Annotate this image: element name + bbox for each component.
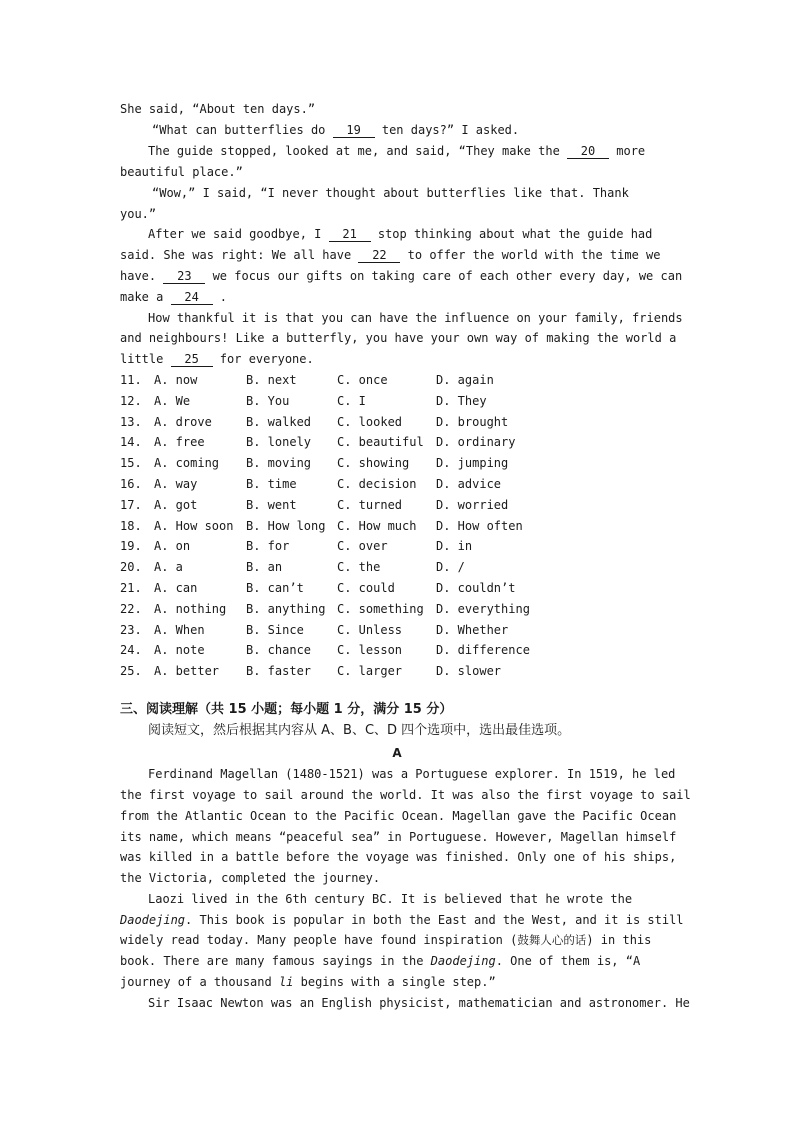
question-number: 21. [120, 581, 142, 595]
question-number: 17. [120, 498, 142, 512]
option-a: A. now [154, 373, 198, 387]
passage-line: have. 23 we focus our gifts on taking care of each other every day, we can [120, 269, 683, 283]
option-a: A. a [154, 560, 183, 574]
passage-line: little 25 for everyone. [120, 352, 314, 366]
option-b: B. chance [246, 643, 312, 657]
option-d: D. advice [436, 477, 502, 491]
option-d: D. jumping [436, 456, 509, 470]
option-d: D. worried [436, 498, 509, 512]
reading-line: Daodejing. This book is popular in both the East and the West, and it is still [120, 913, 684, 927]
option-a: A. When [154, 623, 205, 637]
option-c: C. turned [337, 498, 403, 512]
option-b: B. You [246, 394, 290, 408]
reading-line: from the Atlantic Ocean to the Pacific Ocean. Magellan gave the Pacific Ocean [120, 809, 677, 823]
question-number: 16. [120, 477, 142, 491]
option-b: B. next [246, 373, 297, 387]
book-title: Daodejing [430, 954, 496, 968]
option-d: D. ordinary [436, 435, 516, 449]
chinese-gloss: 鼓舞人心的话 [517, 933, 587, 947]
option-c: C. I [337, 394, 366, 408]
option-c: C. How much [337, 519, 417, 533]
option-d: D. in [436, 539, 473, 553]
question-number: 11. [120, 373, 142, 387]
option-d: D. again [436, 373, 494, 387]
question-number: 18. [120, 519, 142, 533]
option-a: A. can [154, 581, 198, 595]
blank-23: 23 [163, 269, 205, 284]
option-b: B. an [246, 560, 283, 574]
blank-19: 19 [333, 123, 375, 138]
option-d: D. Whether [436, 623, 509, 637]
option-d: D. everything [436, 602, 530, 616]
section-heading: 三、阅读理解（共 15 小题；每小题 1 分，满分 15 分） [120, 702, 453, 717]
question-number: 19. [120, 539, 142, 553]
reading-line: was killed in a battle before the voyage was finished. Only one of his ships, [120, 850, 677, 864]
option-a: A. How soon [154, 519, 234, 533]
book-title: Daodejing [120, 913, 186, 927]
option-a: A. on [154, 539, 191, 553]
option-a: A. better [154, 664, 220, 678]
blank-24: 24 [171, 290, 213, 305]
passage-line: How thankful it is that you can have the influence on your family, friends [148, 311, 683, 325]
passage-line: make a 24 . [120, 290, 228, 304]
option-c: C. something [337, 602, 424, 616]
question-number: 24. [120, 643, 142, 657]
option-c: C. once [337, 373, 388, 387]
option-a: A. got [154, 498, 198, 512]
option-b: B. anything [246, 602, 326, 616]
reading-line: its name, which means “peaceful sea” in Portuguese. However, Magellan himself [120, 830, 677, 844]
option-d: D. They [436, 394, 487, 408]
option-c: C. the [337, 560, 381, 574]
passage-line: and neighbours! Like a butterfly, you have your own way of making the world a [120, 331, 677, 345]
option-c: C. could [337, 581, 395, 595]
option-a: A. drove [154, 415, 212, 429]
option-c: C. decision [337, 477, 417, 491]
option-a: A. note [154, 643, 205, 657]
option-b: B. time [246, 477, 297, 491]
passage-line: After we said goodbye, I 21 stop thinking about what the guide had [148, 227, 653, 241]
question-number: 14. [120, 435, 142, 449]
passage-line: The guide stopped, looked at me, and said, “They make the 20 more [148, 144, 646, 158]
option-b: B. walked [246, 415, 312, 429]
reading-line: the Victoria, completed the journey. [120, 871, 381, 885]
reading-line: Ferdinand Magellan (1480-1521) was a Portuguese explorer. In 1519, he led [148, 767, 676, 781]
option-b: B. for [246, 539, 290, 553]
option-a: A. We [154, 394, 191, 408]
option-b: B. went [246, 498, 297, 512]
option-b: B. Since [246, 623, 304, 637]
option-d: D. brought [436, 415, 509, 429]
question-number: 22. [120, 602, 142, 616]
option-b: B. How long [246, 519, 326, 533]
option-c: C. showing [337, 456, 410, 470]
question-number: 13. [120, 415, 142, 429]
reading-line: the first voyage to sail around the world. It was also the first voyage to sail [120, 788, 691, 802]
option-c: C. Unless [337, 623, 403, 637]
passage-line: “Wow,” I said, “I never thought about butterflies like that. Thank [152, 186, 629, 200]
option-b: B. lonely [246, 435, 312, 449]
question-number: 12. [120, 394, 142, 408]
option-d: D. How often [436, 519, 523, 533]
option-d: D. couldn’t [436, 581, 516, 595]
reading-line: widely read today. Many people have found inspiration (鼓舞人心的话) in this [120, 933, 652, 947]
option-d: D. / [436, 560, 465, 574]
question-number: 25. [120, 664, 142, 678]
passage-line: She said, “About ten days.” [120, 102, 316, 116]
passage-line: you.” [120, 207, 157, 221]
option-b: B. faster [246, 664, 312, 678]
option-a: A. coming [154, 456, 220, 470]
option-c: C. over [337, 539, 388, 553]
option-a: A. nothing [154, 602, 227, 616]
option-c: C. larger [337, 664, 403, 678]
option-c: C. beautiful [337, 435, 424, 449]
blank-21: 21 [329, 227, 371, 242]
option-d: D. difference [436, 643, 530, 657]
option-d: D. slower [436, 664, 502, 678]
blank-22: 22 [358, 248, 400, 263]
blank-20: 20 [567, 144, 609, 159]
question-number: 15. [120, 456, 142, 470]
option-b: B. moving [246, 456, 312, 470]
reading-line: Laozi lived in the 6th century BC. It is believed that he wrote the [148, 892, 633, 906]
unit-term: li [278, 975, 294, 989]
reading-line: Sir Isaac Newton was an English physicist, mathematician and astronomer. He [148, 996, 690, 1010]
blank-25: 25 [171, 352, 213, 367]
option-b: B. can’t [246, 581, 304, 595]
option-c: C. looked [337, 415, 403, 429]
reading-line: journey of a thousand li begins with a single step.” [120, 975, 496, 989]
passage-line: beautiful place.” [120, 165, 243, 179]
section-instruction: 阅读短文，然后根据其内容从 A、B、C、D 四个选项中，选出最佳选项。 [148, 723, 571, 738]
option-a: A. way [154, 477, 198, 491]
passage-line: said. She was right: We all have 22 to offer the world with the time we [120, 248, 661, 262]
question-number: 20. [120, 560, 142, 574]
option-c: C. lesson [337, 643, 403, 657]
passage-line: “What can butterflies do 19 ten days?” I asked. [152, 123, 520, 137]
reading-line: book. There are many famous sayings in the Daodejing. One of them is, “A [120, 954, 641, 968]
passage-label: A [392, 746, 402, 760]
option-a: A. free [154, 435, 205, 449]
question-number: 23. [120, 623, 142, 637]
